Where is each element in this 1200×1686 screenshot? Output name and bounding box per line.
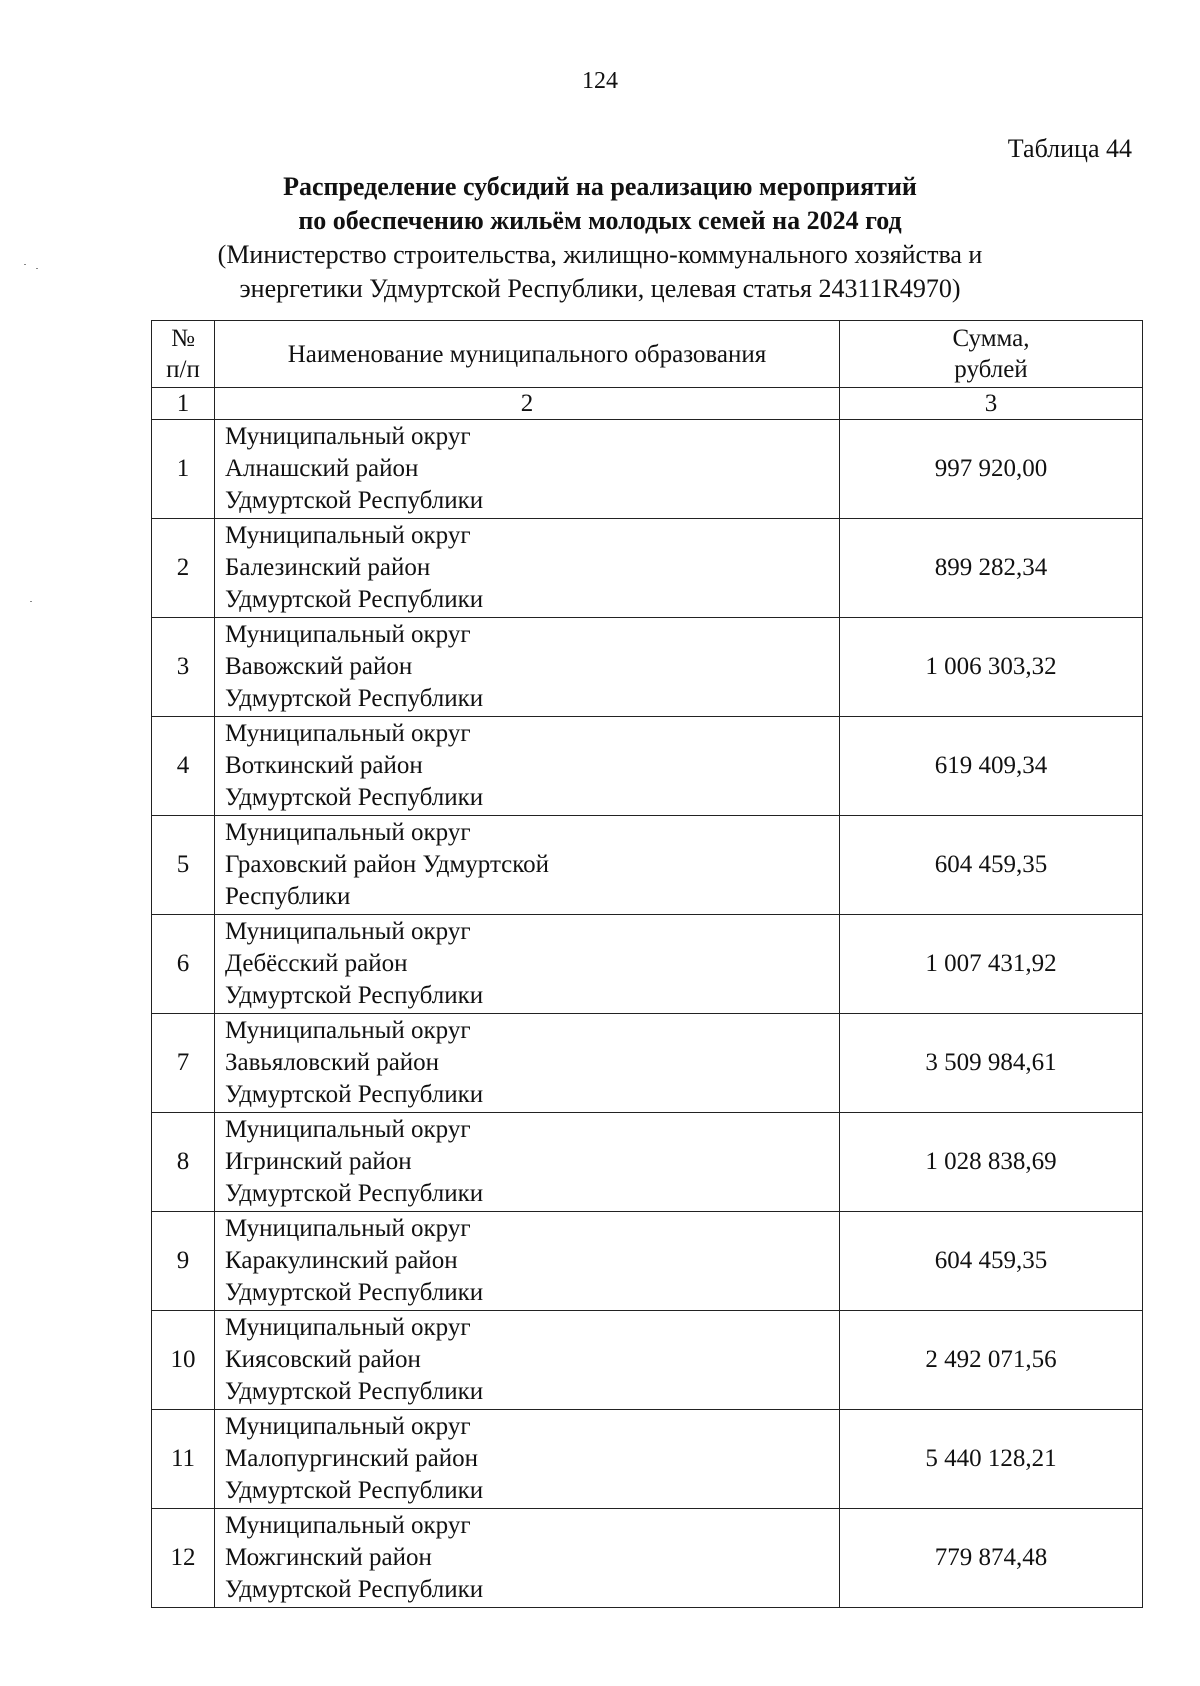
municipality-name-cell bbox=[215, 618, 840, 717]
column-index-1: 1 bbox=[152, 388, 215, 420]
subsidy-sum-cell: 779 874,48 bbox=[840, 1509, 1143, 1608]
header-sum-line-2: рублей bbox=[954, 356, 1028, 383]
municipality-name-cell bbox=[215, 1410, 840, 1509]
municipality-name-cell bbox=[215, 420, 840, 519]
municipality-name-line: Воткинский район bbox=[225, 752, 423, 779]
row-number-cell: 10 bbox=[152, 1311, 215, 1410]
municipality-name-line: Дебёсский район bbox=[225, 950, 408, 977]
row-number-cell: 7 bbox=[152, 1014, 215, 1113]
municipality-name-line: Республики bbox=[225, 883, 351, 910]
municipality-name-line: Муниципальный округ bbox=[225, 1314, 471, 1341]
municipality-name-line: Можгинский район bbox=[225, 1544, 432, 1571]
municipality-name-line: Малопургинский район bbox=[225, 1445, 479, 1472]
row-number-cell: 2 bbox=[152, 519, 215, 618]
municipality-name-cell bbox=[215, 915, 840, 1014]
municipality-name-cell bbox=[215, 519, 840, 618]
table-label: Таблица 44 bbox=[1007, 134, 1132, 163]
table-row bbox=[152, 816, 1143, 915]
municipality-name-line: Муниципальный округ bbox=[225, 819, 471, 846]
scan-speck bbox=[30, 601, 32, 602]
row-number-cell: 11 bbox=[152, 1410, 215, 1509]
column-index-row bbox=[152, 388, 1143, 420]
scan-speck bbox=[36, 268, 38, 269]
municipality-name-line: Удмуртской Республики bbox=[225, 1180, 484, 1207]
table-row bbox=[152, 717, 1143, 816]
column-index-3: 3 bbox=[840, 388, 1143, 420]
municipality-name-line: Удмуртской Республики bbox=[225, 1378, 484, 1405]
municipality-name-line: Завьяловский район bbox=[225, 1049, 440, 1076]
municipality-name-line: Муниципальный округ bbox=[225, 522, 471, 549]
municipality-name-line: Удмуртской Республики bbox=[225, 982, 484, 1009]
municipality-name-cell bbox=[215, 1212, 840, 1311]
municipality-name-line: Граховский район Удмуртской bbox=[225, 851, 550, 878]
subsidy-sum-cell: 1 007 431,92 bbox=[840, 915, 1143, 1014]
municipality-name-line: Муниципальный округ bbox=[225, 423, 471, 450]
municipality-name-cell bbox=[215, 717, 840, 816]
table-row bbox=[152, 618, 1143, 717]
subsidy-sum-cell: 997 920,00 bbox=[840, 420, 1143, 519]
row-number-cell: 9 bbox=[152, 1212, 215, 1311]
row-number-cell: 3 bbox=[152, 618, 215, 717]
municipality-name-line: Удмуртской Республики bbox=[225, 586, 484, 613]
subsidy-sum-cell: 1 028 838,69 bbox=[840, 1113, 1143, 1212]
row-number-cell: 12 bbox=[152, 1509, 215, 1608]
municipality-name-line: Удмуртской Республики bbox=[225, 487, 484, 514]
municipality-name-cell bbox=[215, 1113, 840, 1212]
header-number-line-1: № bbox=[171, 325, 195, 352]
row-number-cell: 1 bbox=[152, 420, 215, 519]
row-number-cell: 4 bbox=[152, 717, 215, 816]
municipality-name-cell bbox=[215, 1014, 840, 1113]
heading-title-line-1: Распределение субсидий на реализацию мероприятий bbox=[283, 172, 917, 201]
heading-title-line-2: по обеспечению жильём молодых семей на 2024 год bbox=[298, 206, 902, 235]
header-cell-sum bbox=[840, 321, 1143, 388]
heading-subtitle-line-1: (Министерство строительства, жилищно-коммунального хозяйства и bbox=[217, 240, 983, 269]
subsidy-sum-cell: 1 006 303,32 bbox=[840, 618, 1143, 717]
municipality-name-line: Муниципальный округ bbox=[225, 1116, 471, 1143]
header-cell-name: Наименование муниципального образования bbox=[215, 321, 840, 388]
table-header-row bbox=[152, 321, 1143, 388]
municipality-name-cell bbox=[215, 1509, 840, 1608]
municipality-name-line: Киясовский район bbox=[225, 1346, 421, 1373]
municipality-name-line: Муниципальный округ bbox=[225, 720, 471, 747]
header-sum-line-1: Сумма, bbox=[952, 325, 1030, 352]
municipality-name-line: Муниципальный округ bbox=[225, 918, 471, 945]
municipality-name-line: Удмуртской Республики bbox=[225, 1576, 484, 1603]
municipality-name-line: Балезинский район bbox=[225, 554, 431, 581]
subsidy-sum-cell: 3 509 984,61 bbox=[840, 1014, 1143, 1113]
table-row bbox=[152, 1014, 1143, 1113]
municipality-name-line: Каракулинский район bbox=[225, 1247, 458, 1274]
subsidy-sum-cell: 604 459,35 bbox=[840, 1212, 1143, 1311]
municipality-name-cell bbox=[215, 1311, 840, 1410]
municipality-name-line: Муниципальный округ bbox=[225, 1413, 471, 1440]
page-number: 124 bbox=[582, 68, 618, 94]
municipality-name-line: Удмуртской Республики bbox=[225, 1279, 484, 1306]
municipality-name-line: Алнашский район bbox=[225, 455, 419, 482]
row-number-cell: 8 bbox=[152, 1113, 215, 1212]
table-row bbox=[152, 420, 1143, 519]
heading-subtitle-line-2: энергетики Удмуртской Республики, целевая статья 24311R4970) bbox=[239, 274, 961, 303]
municipality-name-line: Удмуртской Республики bbox=[225, 685, 484, 712]
subsidy-sum-cell: 619 409,34 bbox=[840, 717, 1143, 816]
municipality-name-line: Удмуртской Республики bbox=[225, 1081, 484, 1108]
header-cell-number bbox=[152, 321, 215, 388]
column-index-2: 2 bbox=[215, 388, 840, 420]
table-row bbox=[152, 1212, 1143, 1311]
municipality-name-line: Удмуртской Республики bbox=[225, 1477, 484, 1504]
header-number-line-2: п/п bbox=[166, 356, 200, 383]
table-row bbox=[152, 1311, 1143, 1410]
subsidy-sum-cell: 604 459,35 bbox=[840, 816, 1143, 915]
scan-speck bbox=[24, 264, 26, 265]
table-row bbox=[152, 915, 1143, 1014]
municipality-name-line: Муниципальный округ bbox=[225, 1215, 471, 1242]
subsidy-sum-cell: 2 492 071,56 bbox=[840, 1311, 1143, 1410]
subsidy-sum-cell: 5 440 128,21 bbox=[840, 1410, 1143, 1509]
municipality-name-line: Муниципальный округ bbox=[225, 621, 471, 648]
municipality-name-cell bbox=[215, 816, 840, 915]
municipality-name-line: Игринский район bbox=[225, 1148, 412, 1175]
table-row bbox=[152, 1113, 1143, 1212]
row-number-cell: 5 bbox=[152, 816, 215, 915]
row-number-cell: 6 bbox=[152, 915, 215, 1014]
municipality-name-line: Муниципальный округ bbox=[225, 1017, 471, 1044]
subsidy-sum-cell: 899 282,34 bbox=[840, 519, 1143, 618]
table-heading bbox=[0, 170, 1200, 306]
table-row bbox=[152, 1509, 1143, 1608]
subsidy-distribution-table bbox=[151, 320, 1143, 1608]
municipality-name-line: Вавожский район bbox=[225, 653, 413, 680]
municipality-name-line: Удмуртской Республики bbox=[225, 784, 484, 811]
table-row bbox=[152, 1410, 1143, 1509]
municipality-name-line: Муниципальный округ bbox=[225, 1512, 471, 1539]
table-row bbox=[152, 519, 1143, 618]
